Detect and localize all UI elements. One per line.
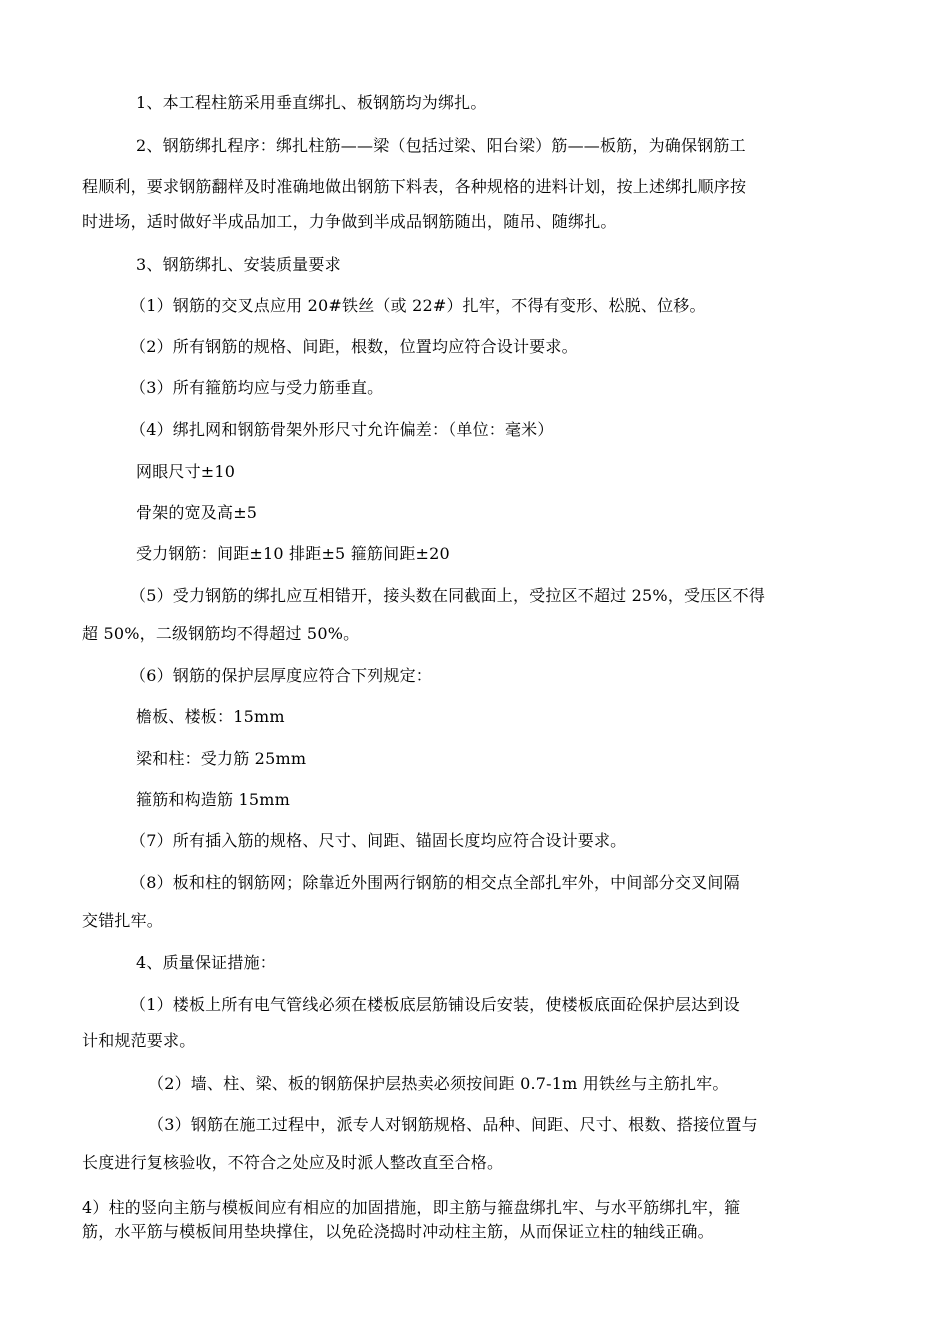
list-item: （3）所有箍筋均应与受力筋垂直。 — [130, 378, 384, 397]
list-item: （6）钢筋的保护层厚度应符合下列规定： — [130, 666, 432, 685]
paragraph-line: 时进场，适时做好半成品加工，力争做到半成品钢筋随出，随吊、随绑扎。 — [82, 212, 617, 231]
paragraph-line: 受力钢筋：间距±10 排距±5 箍筋间距±20 — [136, 544, 450, 563]
paragraph-line: 梁和柱：受力筋 25mm — [136, 749, 307, 768]
list-item: （1）楼板上所有电气管线必须在楼板底层筋铺设后安装，使楼板底面砼保护层达到设 — [130, 995, 740, 1014]
paragraph-line: 长度进行复核验收，不符合之处应及时派人整改直至合格。 — [82, 1153, 504, 1172]
list-item: （4）绑扎网和钢筋骨架外形尺寸允许偏差：（单位：毫米） — [130, 420, 554, 439]
paragraph-line: 檐板、楼板：15mm — [136, 707, 285, 726]
list-item: （8）板和柱的钢筋网；除靠近外围两行钢筋的相交点全部扎牢外，中间部分交叉间隔 — [130, 873, 740, 892]
list-item: （7）所有插入筋的规格、尺寸、间距、锚固长度均应符合设计要求。 — [130, 831, 627, 850]
paragraph-line: 骨架的宽及高±5 — [136, 503, 258, 522]
paragraph-line: 程顺利，要求钢筋翻样及时准确地做出钢筋下料表，各种规格的进料计划，按上述绑扎顺序按 — [82, 177, 747, 196]
paragraph-line: 交错扎牢。 — [82, 911, 164, 930]
paragraph-line: 网眼尺寸±10 — [136, 462, 236, 481]
list-item: （2）墙、柱、梁、板的钢筋保护层热卖必须按间距 0.7-1m 用铁丝与主筋扎牢。 — [148, 1074, 729, 1093]
list-item: （5）受力钢筋的绑扎应互相错开，接头数在同截面上，受拉区不超过 25%，受压区不得 — [130, 586, 766, 605]
section-heading: 3、钢筋绑扎、安装质量要求 — [136, 255, 341, 274]
list-item: （3）钢筋在施工过程中，派专人对钢筋规格、品种、间距、尺寸、根数、搭接位置与 — [148, 1115, 758, 1134]
paragraph-line: 计和规范要求。 — [82, 1031, 196, 1050]
paragraph-line: 2、钢筋绑扎程序：绑扎柱筋——梁（包括过梁、阳台梁）筋——板筋，为确保钢筋工 — [136, 136, 746, 155]
paragraph-line: 箍筋和构造筋 15mm — [136, 790, 290, 809]
list-item: （2）所有钢筋的规格、间距，根数，位置均应符合设计要求。 — [130, 337, 578, 356]
paragraph-line: 1、本工程柱筋采用垂直绑扎、板钢筋均为绑扎。 — [136, 93, 487, 112]
section-heading: 4、质量保证措施： — [136, 953, 276, 972]
list-item: 4）柱的竖向主筋与模板间应有相应的加固措施，即主筋与箍盘绑扎牢、与水平筋绑扎牢，箍 — [82, 1198, 741, 1217]
paragraph-line: 筋，水平筋与模板间用垫块撑住，以免砼浇捣时冲动柱主筋，从而保证立柱的轴线正确。 — [82, 1222, 714, 1241]
paragraph-line: 超 50%，二级钢筋均不得超过 50%。 — [82, 624, 360, 643]
list-item: （1）钢筋的交叉点应用 20#铁丝（或 22#）扎牢，不得有变形、松脱、位移。 — [130, 296, 706, 315]
